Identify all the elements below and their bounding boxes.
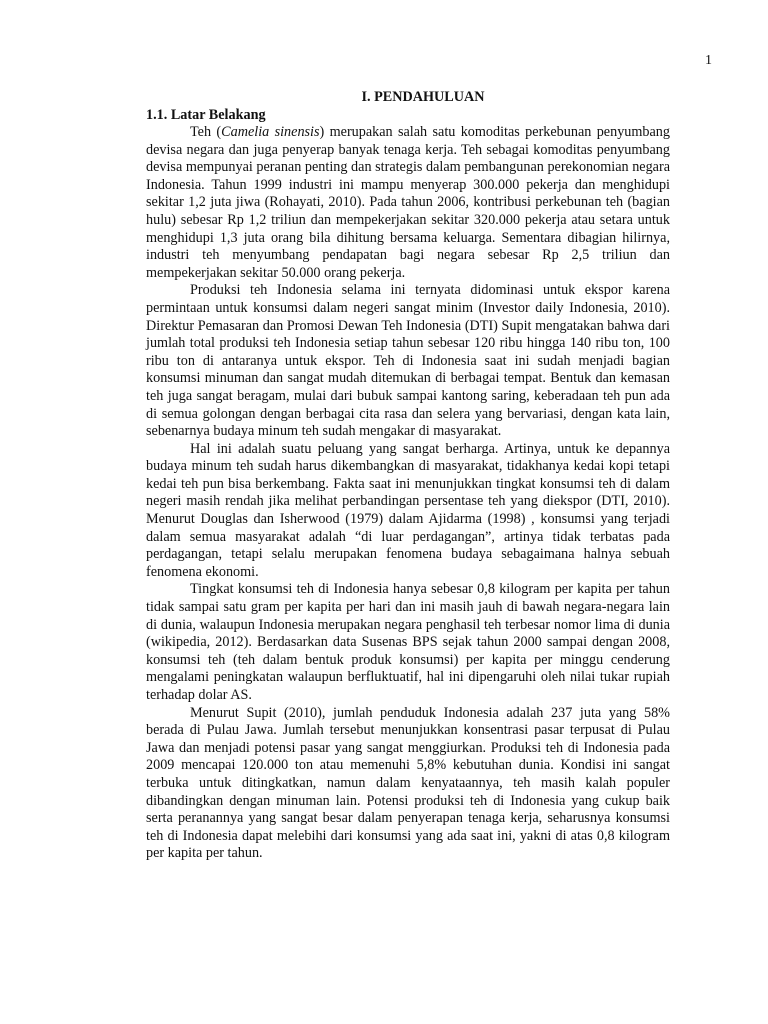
scientific-name: Camelia sinensis: [221, 124, 320, 140]
paragraph-1: [146, 124, 670, 282]
paragraph-3: Hal ini adalah suatu peluang yang sangat berharga. Artinya, untuk ke depannya budaya minum teh sudah harus dikembangkan di masyarakat, tidakhanya kedai kopi tetapi kedai teh pun bisa berkembang. Fakta saat ini menunjukkan tingkat konsumsi teh di dalam negeri masih rendah jika melihat perbandingan persentase teh yang diekspor (DTI, 2010). Menurut Douglas dan Isherwood (1979) dalam Ajidarma (1998) , konsumsi yang terjadi dalam semua masyarakat adalah “di luar perdagangan”, artinya tidak terbatas pada perdagangan, tetapi selalu merupakan fenomena budaya sebagaimana halnya sebuah fenomena ekonomi.: [146, 440, 670, 580]
paragraph-1-text: ) merupakan salah satu komoditas perkebunan penyumbang devisa negara dan juga penyerap banyak tenaga kerja. Teh sebagai komoditas penyumbang devisa mempunyai peranan penting dan strategis dalam pembangunan perekonomian negara Indonesia. Tahun 1999 industri ini mampu menyerap 300.000 pekerja dan menghidupi sekitar 1,2 juta jiwa (Rohayati, 2010). Pada tahun 2006, kontribusi perkebunan teh (bagian hulu) sebesar Rp 1,2 triliun dan mempekerjakan sekitar 320.000 pekerja atau setara untuk menghidupi 1,3 juta orang bila dihitung bersama keluarga. Sementara dibagian hilirnya, industri teh menyumbang pendapatan bagi negara sebesar Rp 2,5 triliun dan mempekerjakan sekitar 50.000 orang pekerja.: [146, 124, 670, 281]
page-number: 1: [705, 53, 712, 68]
document-body: [146, 88, 670, 863]
chapter-title: I. PENDAHULUAN: [361, 89, 485, 105]
paragraph-5: Menurut Supit (2010), jumlah penduduk Indonesia adalah 237 juta yang 58% berada di Pulau Jawa. Jumlah tersebut menunjukkan konsentrasi pasar terpusat di Pulau Jawa dan menjadi potensi pasar yang sangat menggiurkan. Produksi teh di Indonesia pada 2009 mencapai 120.000 ton atau memenuhi 5,8% kebutuhan dunia. Kondisi ini sangat terbuka untuk ditingkatkan, namun dalam kenyataannya, teh masih kalah populer dibandingkan dengan minuman lain. Potensi produksi teh di Indonesia yang cukup baik serta peranannya yang sangat besar dalam penyerapan tenaga kerja, seharusnya konsumsi teh di Indonesia dapat melebihi dari konsumsi yang ada saat ini, yakni di atas 0,8 kilogram per kapita per tahun.: [146, 704, 670, 862]
section-title: 1.1. Latar Belakang: [146, 107, 266, 123]
paragraph-4: Tingkat konsumsi teh di Indonesia hanya sebesar 0,8 kilogram per kapita per tahun tidak sampai satu gram per kapita per hari dan ini masih jauh di bawah negara-negara lain di dunia, walaupun Indonesia merupakan negara penghasil teh terbesar nomor lima di dunia (wikipedia, 2012). Berdasarkan data Susenas BPS sejak tahun 2000 sampai dengan 2008, konsumsi teh (teh dalam bentuk produk konsumsi) per kapita per minggu cenderung mengalami peningkatan walaupun berfluktuatif, hal ini dipengaruhi oleh nilai tukar rupiah terhadap dolar AS.: [146, 581, 670, 703]
paragraph-2: Produksi teh Indonesia selama ini ternyata didominasi untuk ekspor karena permintaan untuk konsumsi dalam negeri sangat minim (Investor daily Indonesia, 2010). Direktur Pemasaran dan Promosi Dewan Teh Indonesia (DTI) Supit mengatakan bahwa dari jumlah total produksi teh Indonesia setiap tahun sebesar 120 ribu hingga 140 ribu ton, 100 ribu ton di antaranya untuk ekspor. Teh di Indonesia saat ini sudah menjadi bagian konsumsi minuman dan sangat mudah ditemukan di berbagai tempat. Bentuk dan kemasan teh juga sangat beragam, mulai dari bubuk sampai kantong saring, keberadaan teh pun ada di semua golongan dengan berbagai cita rasa dan selera yang bervariasi, dengan kata lain, sebenarnya budaya minum teh sudah mengakar di masyarakat.: [146, 282, 670, 440]
paragraph-1-lead: Teh (: [190, 124, 222, 140]
